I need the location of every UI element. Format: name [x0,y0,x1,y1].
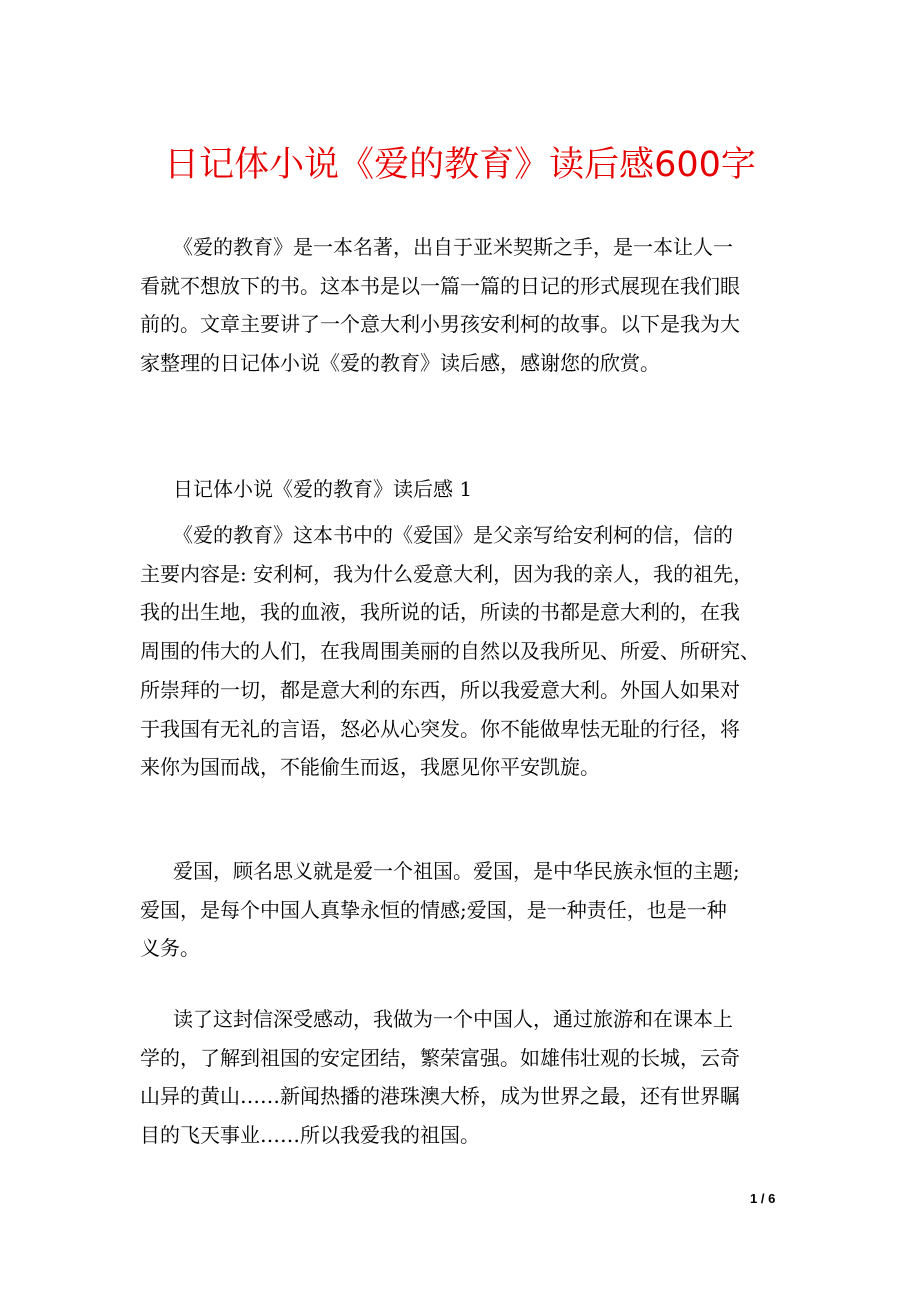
page-number: 1 / 6 [750,1191,776,1206]
paragraph-line: 《爱的教育》这本书中的《爱国》是父亲写给安利柯的信，信的 [173,523,733,547]
body-paragraph-3 [140,1000,785,1155]
paragraph-line: 我的出生地，我的血液，我所说的话，所读的书都是意大利的，在我 [140,600,740,625]
paragraph-line: 爱国，是每个中国人真挚永恒的情感;爱国，是一种责任，也是一种 [140,897,727,922]
intro-line: 家整理的日记体小说《爱的教育》读后感，感谢您的欣赏。 [140,351,660,376]
intro-line: 看就不想放下的书。这本书是以一篇一篇的日记的形式展现在我们眼 [140,273,740,298]
paragraph-line: 来你为国而战，不能偷生而返，我愿见你平安凯旋。 [140,755,600,780]
intro-paragraph [140,228,785,383]
paragraph-line: 读了这封信深受感动，我做为一个中国人，通过旅游和在课本上 [173,1007,733,1031]
paragraph-line: 义务。 [140,936,200,961]
section-heading: 日记体小说《爱的教育》读后感 1 [173,477,473,501]
body-paragraph-1 [140,516,785,787]
paragraph-line: 于我国有无礼的言语，怒必从心突发。你不能做卑怯无耻的行径，将 [140,716,740,741]
paragraph-line: 学的，了解到祖国的安定团结，繁荣富强。如雄伟壮观的长城，云奇 [140,1045,740,1070]
intro-line: 前的。文章主要讲了一个意大利小男孩安利柯的故事。以下是我为大 [140,312,740,337]
paragraph-line: 主要内容是: 安利柯，我为什么爱意大利，因为我的亲人，我的祖先， [140,561,754,586]
paragraph-line: 所崇拜的一切，都是意大利的东西，所以我爱意大利。外国人如果对 [140,677,740,702]
paragraph-line: 目的飞天事业……所以我爱我的祖国。 [140,1123,480,1148]
intro-line: 《爱的教育》是一本名著，出自于亚米契斯之手，是一本让人一 [173,235,733,259]
paragraph-line: 爱国，顾名思义就是爱一个祖国。爱国，是中华民族永恒的主题; [173,859,740,883]
document-title: 日记体小说《爱的教育》读后感600字 [164,145,756,185]
body-paragraph-2 [140,852,785,968]
paragraph-line: 山异的黄山……新闻热播的港珠澳大桥，成为世界之最，还有世界瞩 [140,1084,740,1109]
paragraph-line: 周围的伟大的人们，在我周围美丽的自然以及我所见、所爱、所研究、 [140,639,760,664]
